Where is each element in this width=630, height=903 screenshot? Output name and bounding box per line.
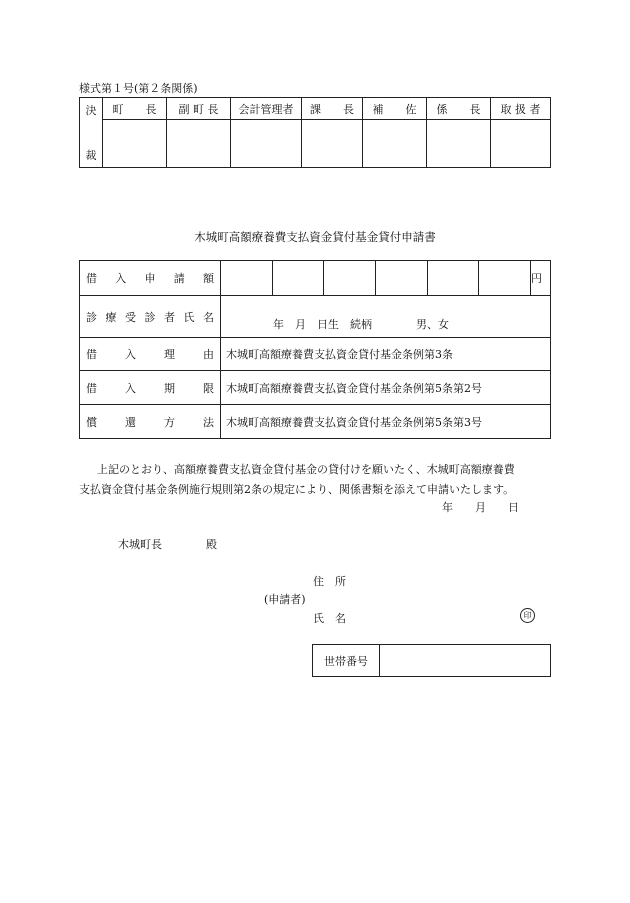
amount-digit-box[interactable] [375, 261, 427, 295]
approval-col-subsection-chief: 係 長 [427, 98, 491, 120]
household-number-field[interactable] [380, 645, 551, 677]
document-title: 木城町高額療養費支払資金貸付基金貸付申請書 [194, 230, 436, 244]
approval-col-vice-head: 副 町 長 [167, 98, 231, 120]
approval-stamp-box[interactable] [231, 120, 302, 168]
amount-unit: 円 [531, 272, 542, 285]
approval-stamp-box[interactable] [103, 120, 167, 168]
period-value: 木城町高額療養費支払資金貸付基金条例第5条第2号 [221, 371, 551, 405]
approval-stamp-box[interactable] [363, 120, 427, 168]
repayment-label: 償 還 方 法 [80, 405, 221, 439]
body-line-1: 上記のとおり、高額療養費支払資金貸付基金の貸付けを願いたく、木城町高額療養費 [97, 463, 515, 476]
household-label: 世帯番号 [313, 645, 380, 677]
amount-digit-box[interactable] [324, 261, 376, 295]
amount-label: 借 入 申 請 額 [80, 261, 221, 296]
addressee: 木城町長 殿 [118, 538, 217, 551]
seal-mark [520, 608, 535, 623]
approval-col-accounting: 会計管理者 [231, 98, 302, 120]
applicant-role: (申請者) [264, 593, 306, 606]
approval-side-top: 決 [85, 104, 97, 117]
repayment-value: 木城町高額療養費支払資金貸付基金条例第5条第3号 [221, 405, 551, 439]
patient-field[interactable]: 年 月 日生 続柄 男、女 [221, 296, 551, 338]
reason-value: 木城町高額療養費支払資金貸付基金条例第3条 [221, 338, 551, 371]
approval-col-handler: 取 扱 者 [491, 98, 551, 120]
approval-table [79, 97, 551, 168]
approval-stamp-box[interactable] [167, 120, 231, 168]
patient-label: 診 療 受 診 者 氏 名 [80, 296, 221, 338]
approval-col-section-chief: 課 長 [302, 98, 363, 120]
approval-col-assistant: 補 佐 [363, 98, 427, 120]
household-table [312, 644, 551, 677]
amount-digit-box[interactable] [272, 261, 324, 295]
applicant-name-label: 氏 名 [313, 612, 346, 625]
amount-digit-box[interactable] [221, 261, 272, 295]
form-number: 様式第１号(第２条関係) [79, 82, 198, 95]
seal-icon: 印 [520, 608, 535, 623]
approval-stamp-box[interactable] [427, 120, 491, 168]
applicant-address-label: 住 所 [313, 575, 346, 588]
application-table [79, 260, 551, 439]
approval-stamp-box[interactable] [491, 120, 551, 168]
body-line-2: 支払資金貸付基金条例施行規則第2条の規定により、関係書類を添えて申請いたします。 [79, 483, 515, 496]
reason-label: 借 入 理 由 [80, 338, 221, 371]
approval-col-head: 町 長 [103, 98, 167, 120]
amount-digit-box[interactable] [427, 261, 479, 295]
period-label: 借 入 期 限 [80, 371, 221, 405]
amount-digit-box[interactable] [479, 261, 531, 295]
amount-field[interactable] [221, 261, 551, 296]
approval-side-bottom: 裁 [85, 149, 97, 162]
approval-stamp-box[interactable] [302, 120, 363, 168]
application-date[interactable]: 年 月 日 [442, 501, 519, 514]
approval-side-label [80, 98, 103, 168]
